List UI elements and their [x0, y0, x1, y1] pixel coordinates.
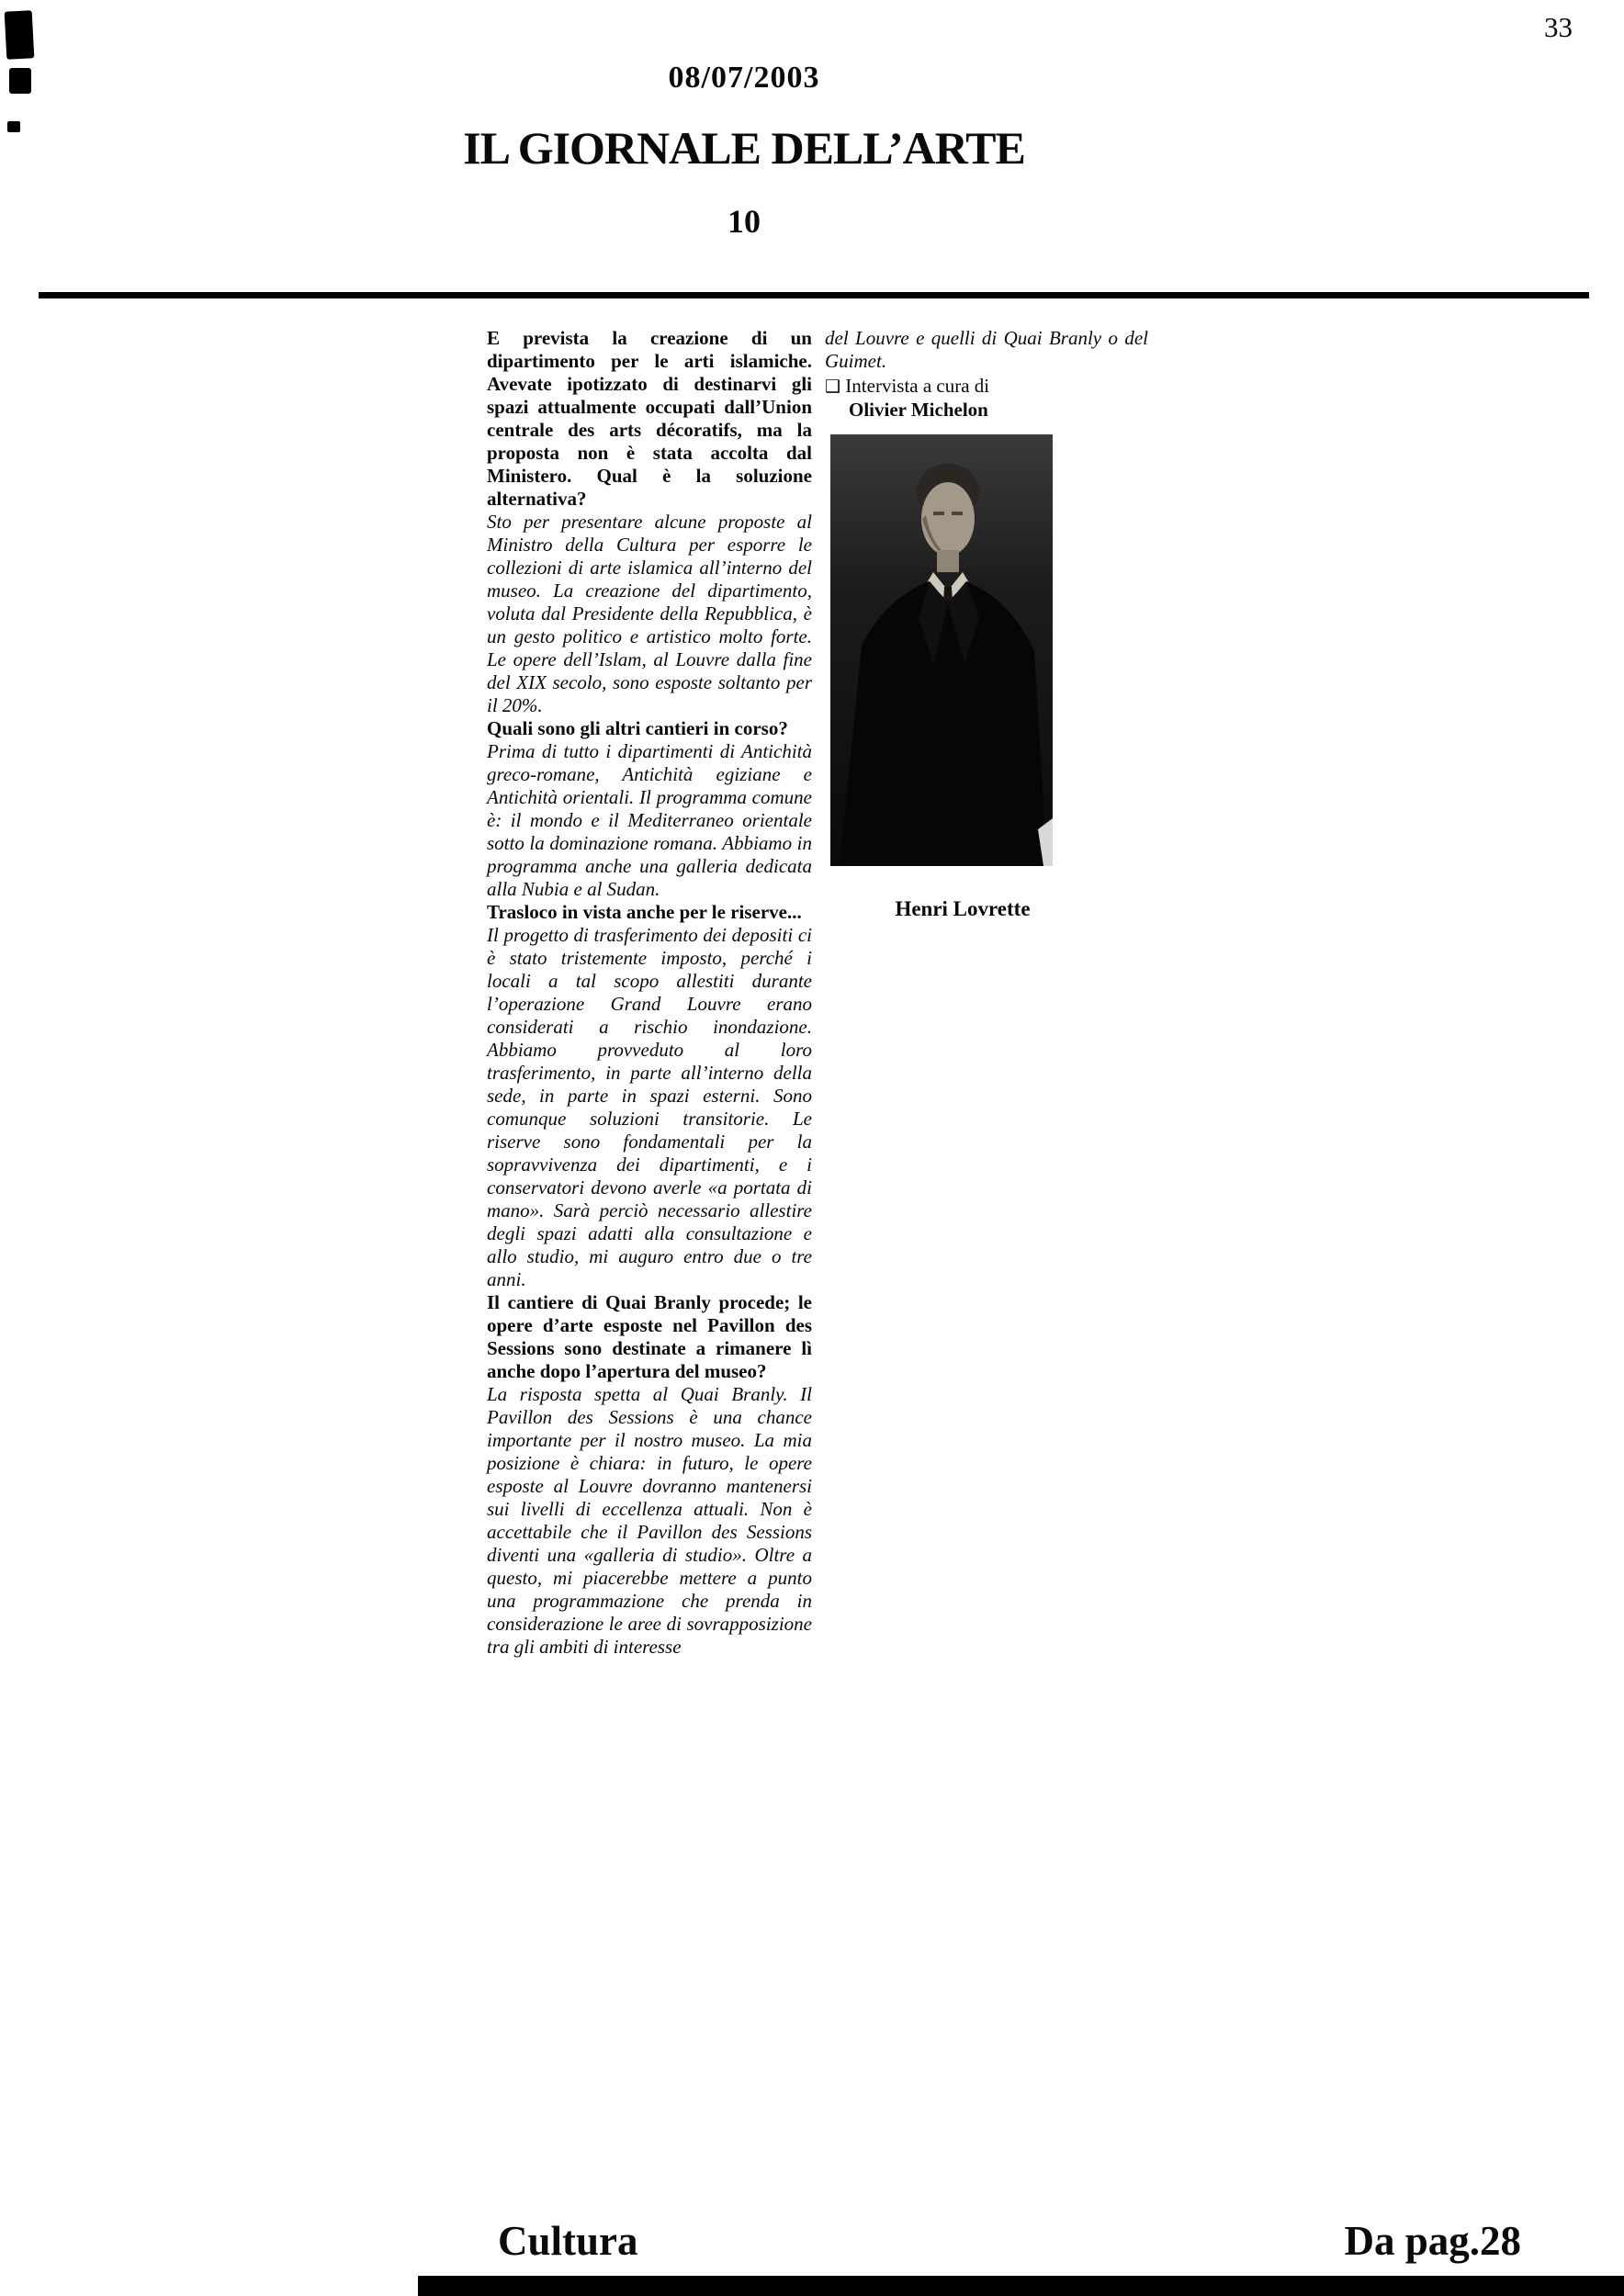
- continuation-paragraph: del Louvre e quelli di Quai Branly o del Guimet.: [825, 327, 1148, 372]
- article-date: 08/07/2003: [668, 61, 820, 95]
- byline: [825, 375, 1148, 399]
- question-paragraph: Trasloco in vista anche per le riserve...: [487, 901, 802, 923]
- portrait-photo-image: [830, 434, 1053, 866]
- photo-caption: Henri Lovrette: [895, 897, 1031, 920]
- answer-paragraph: La risposta spetta al Quai Branly. Il Pavillon des Sessions è una chance importante per il nostro museo. La mia posizione è chiara: in futuro, le opere esposte al Louvre dovranno mantenersi sui livelli di eccellenza attuali. Non è accettabile che il Pavillon des Sessions diventi una «galleria di studio». Oltre a questo, mi piacerebbe mettere a punto una programmazione che prenda in considerazione le aree di sovrapposizione tra gli ambiti di interesse: [487, 1383, 812, 1658]
- question-paragraph: Quali sono gli altri cantieri in corso?: [487, 717, 788, 739]
- divider-rule: [39, 292, 1589, 298]
- header-block: [0, 0, 1488, 241]
- portrait-photo: [830, 434, 1053, 866]
- page-number: 10: [727, 203, 761, 240]
- answer-paragraph: Sto per presentare alcune proposte al Ministro della Cultura per esporre le collezioni di arte islamica all’interno del museo. La creazione del dipartimento, voluta dal Presidente della Repubblica, è un gesto politico e artistico molto forte. Le opere dell’Islam, al Louvre dalla fine del XIX secolo, sono esposte soltanto per il 20%.: [487, 511, 812, 716]
- square-bullet-icon: ❑: [825, 377, 841, 397]
- question-paragraph: Il cantiere di Quai Branly procede; le opere d’arte esposte nel Pavillon des Sessions sono destinate a rimanere lì anche dopo l’apertura del museo?: [487, 1291, 812, 1382]
- byline-name: Olivier Michelon: [849, 399, 988, 421]
- byline-prefix: Intervista a cura di: [845, 375, 990, 397]
- article-right-column: [825, 327, 1148, 921]
- footer-section-label: Cultura: [498, 2218, 638, 2264]
- article-left-column: [487, 327, 812, 1659]
- footer-from-page: Da pag.28: [1344, 2218, 1521, 2264]
- answer-paragraph: Il progetto di trasferimento dei depositi ci è stato tristemente imposto, perché i locali a tal scopo allestiti durante l’operazione Grand Louvre erano considerati a rischio inondazione. Abbiamo provveduto al loro trasferimento, in parte all’interno della sede, in parte in spazi esterni. Sono comunque soluzioni transitorie. Le riserve sono fondamentali per la sopravvivenza dei dipartimenti, e i conservatori devono averle «a portata di mano». Sarà perciò necessario allestire degli spazi adatti alla consultazione e allo studio, mi auguro entro due o tre anni.: [487, 924, 812, 1290]
- footer-bar: [418, 2276, 1624, 2296]
- question-paragraph: E prevista la creazione di un dipartimento per le arti islamiche. Avevate ipotizzato di destinarvi gli spazi attualmente occupati dall’Union centrale des arts décoratifs, ma la proposta non è stata accolta dal Ministero. Qual è la soluzione alternativa?: [487, 327, 812, 510]
- corner-page-number: 33: [1544, 11, 1573, 43]
- masthead-title: IL GIORNALE DELL’ARTE: [463, 122, 1025, 174]
- answer-paragraph: Prima di tutto i dipartimenti di Antichità greco-romane, Antichità egiziane e Antichità orientali. Il programma comune è: il mondo e il Mediterraneo orientale sotto la dominazione romana. Abbiamo in programma anche una galleria dedicata alla Nubia e al Sudan.: [487, 740, 812, 900]
